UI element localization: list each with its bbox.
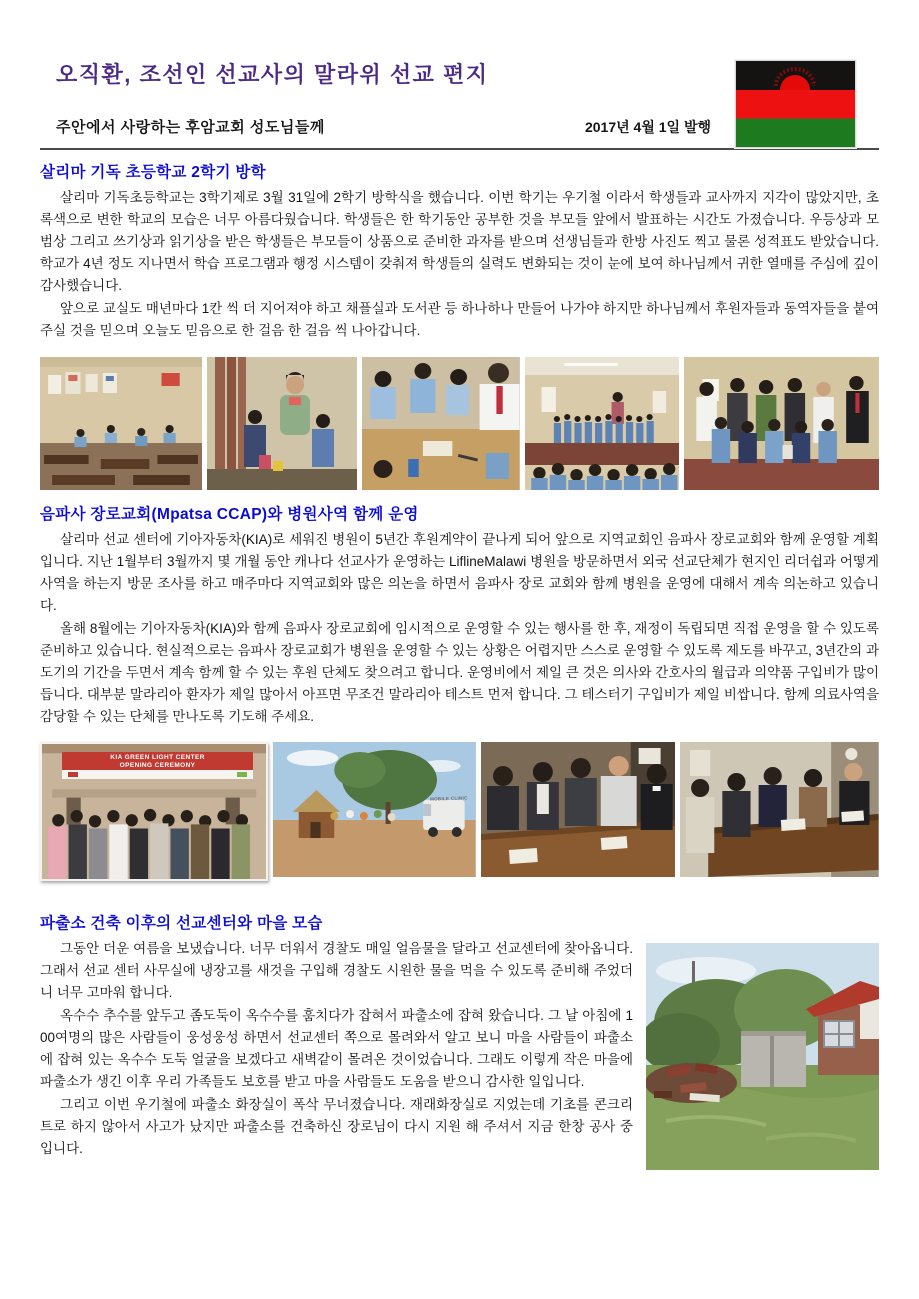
- photo-teacher-craft-lesson: [207, 357, 357, 490]
- paragraph: 살리마 기독초등학교는 3학기제로 3월 31일에 2학기 방학식을 했습니다. 이번 학기는 우기철 이라서 학생들과 교사까지 지각이 많았지만, 초록색으로 변한 학교의 모습은 너무 아름다웠습니다. 학생들은 한 학기동안 공부한 것을 부모들 앞에서 발표하는 시간도 가졌습니다. 우등상과 모범상 그리고 쓰기상과 읽기상을 받은 학생들은 부모들이 상품으로 준비한 과자를 받으며 선생님들과 한방 사진도 찍고 물론 성적표도 받았습니다. 학교가 4년 정도 지나면서 학습 프로그램과 행정 시스템이 갖춰져 학생들의 실력도 변화되는 것이 눈에 보여 하나님께서 귀한 열매를 주심에 깊이 감사했습니다.: [40, 190, 879, 293]
- banner-line-2: OPENING CEREMONY: [119, 762, 196, 770]
- section-heading: 음파사 장로교회(Mpatsa CCAP)와 병원사역 함께 운영: [40, 506, 419, 523]
- section-hospital-ministry: [40, 502, 879, 877]
- newsletter-title: 오직환, 조선인 선교사의 말라위 선교 편지: [56, 62, 489, 87]
- paragraph: 옥수수 추수를 앞두고 좀도둑이 옥수수를 훔치다가 잡혀서 파출소에 잡혀 왔습니다. 그 날 아침에 100여명의 많은 사람들이 웅성웅성 하면서 선교센터 쪽으로 몰려와서 알고 보니 마을 사람들이 파출소에 잡혀 있는 옥수수 도둑 얼굴을 보겠다고 새벽같이 몰려온 것이었습니다. 그래도 이렇게 작은 마을에 파출소가 생긴 이후 우리 가족들도 보호를 받고 마을 사람들도 도움을 받으니 감사한 일입니다.: [40, 1008, 633, 1089]
- photo-collapsed-latrine: [646, 943, 879, 1170]
- section-heading: 파출소 건축 이후의 선교센터와 마을 모습: [40, 915, 323, 932]
- photo-meeting-table-1: [481, 742, 676, 877]
- photo-kia-opening-ceremony: [40, 742, 268, 881]
- photo-strip-hospital: [40, 742, 879, 877]
- malawi-flag: [735, 60, 856, 148]
- paragraph: 그리고 이번 우기철에 파출소 화장실이 폭삭 무너졌습니다. 재래화장실로 지었는데 기초를 콘크리트로 하지 않아서 사고가 났지만 파출소를 건축하신 장로님이 다시 지원 해 주셔서 지금 한창 공사 중 입니다.: [40, 1097, 633, 1156]
- paragraph: 그동안 더운 여름을 보냈습니다. 너무 더워서 경찰도 매일 얼음물을 달라고 선교센터에 찾아옵니다. 그래서 선교 센터 사무실에 냉장고를 새것을 구입해 경찰도 시원한 물을 먹을 수 있도록 준비해 주었더니 너무 고마워 합니다.: [40, 941, 633, 1000]
- section-school-vacation: [40, 160, 879, 490]
- paragraph: 올해 8월에는 기아자동차(KIA)와 함께 음파사 장로교회에 임시적으로 운영할 수 있는 행사를 한 후, 재정이 독립되면 직접 운영을 할 수 있도록 준비하고 있습니다. 현실적으로는 음파사 장로교회가 병원을 운영할 수 있는 상황은 어렵지만 스스로 운영할 수 있도록 제도를 바꾸고, 3년간의 과도기의 기간을 두면서 계속 함께 할 수 있는 후원 단체도 찾으려고 합니다. 운영비에서 제일 큰 것은 의사와 간호사의 월급과 의약품 구입비가 많이 듭니다. 대부분 말라리아 환자가 제일 많아서 아프면 무조건 말라리아 테스트 먼저 합니다. 그 테스터기 구입비가 제일 비쌉니다. 함께 의료사역을 감당할 수 있는 단체를 만나도록 기도해 주세요.: [40, 621, 879, 724]
- photo-classroom-desks: [40, 357, 202, 490]
- photo-strip-school: [40, 357, 879, 490]
- greeting-text: 주안에서 사랑하는 후암교회 성도님들께: [56, 118, 325, 136]
- photo-village-mobile-clinic: [273, 742, 476, 877]
- banner-sponsor-strip: [62, 770, 253, 779]
- photo-meeting-table-2: [680, 742, 879, 877]
- section-police-post: [40, 887, 879, 1176]
- photo-assembly-hall: [525, 357, 680, 490]
- banner-line-1: KIA GREEN LIGHT CENTER: [110, 754, 205, 762]
- paragraph: 살리마 선교 센터에 기아자동차(KIA)로 세워진 병원이 5년간 후원계약이 끝나게 되어 앞으로 지역교회인 음파사 장로교회와 함께 운영할 계획입니다. 지난 1월부터 3월까지 몇 개월 동안 캐나다 선교사가 운영하는 LiflineMalawi 병원을 방문하면서 외국 선교단체가 현지인 리더쉽과 어떻게 사역을 하는지 방문 조사를 하고 매주마다 지역교회와 많은 의논을 하면서 음파사 장로 교회와 함께 병원을 운영에 대해서 계속 의논하고 있습니다.: [40, 532, 879, 613]
- kia-logo: [68, 772, 78, 777]
- paragraph: 앞으로 교실도 매년마다 1칸 씩 더 지어져야 하고 채플실과 도서관 등 하나하나 만들어 나가야 하지만 하나님께서 후원자들과 동역자들을 붙여 주실 것을 믿으며 오늘도 믿음으로 한 걸음 한 걸음 씩 나아갑니다.: [40, 301, 879, 338]
- photo-students-crafts-table: [362, 357, 520, 490]
- header: [40, 61, 879, 153]
- issue-date: 2017년 4월 1일 발행: [584, 118, 711, 135]
- ceremony-banner: [62, 752, 253, 771]
- mobile-clinic-truck-label: MOBILE CLINIC: [430, 795, 468, 802]
- photo-group-classroom: [684, 357, 879, 490]
- section-heading: 살리마 기독 초등학교 2학기 방학: [40, 164, 266, 181]
- green-logo: [237, 772, 247, 777]
- malawi-flag-graphic: [736, 61, 855, 147]
